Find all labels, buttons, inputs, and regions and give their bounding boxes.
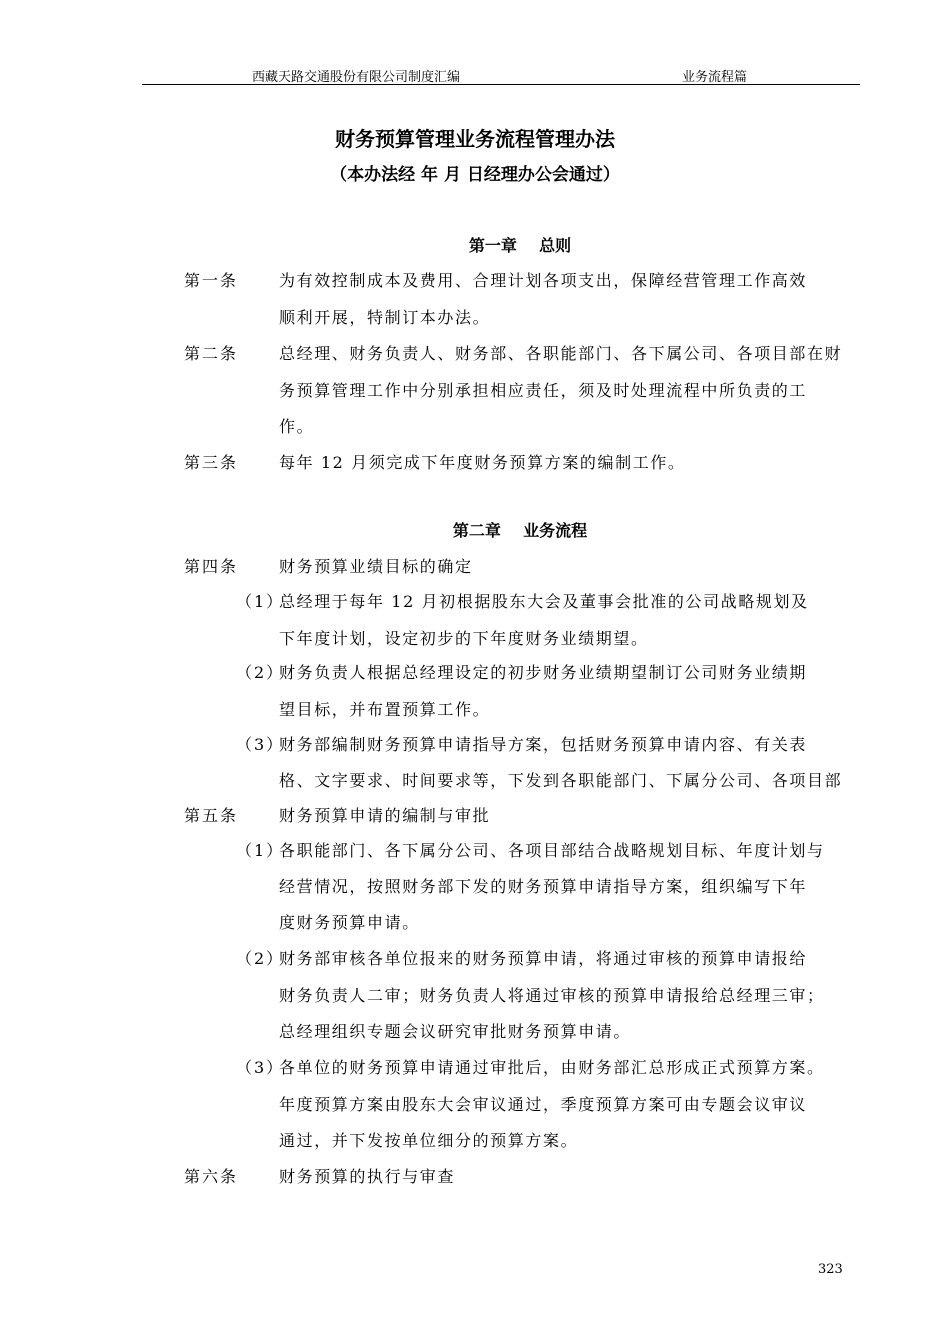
article-4-item-1-line: 总经理于每年 12 月初根据股东大会及董事会批准的公司战略规划及 [279, 592, 809, 611]
article-6-label: 第六条 [184, 1167, 239, 1186]
article-2-line: 作。 [279, 417, 315, 436]
article-5-item-1-line: 各职能部门、各下属分公司、各项目部结合战略规划目标、年度计划与 [279, 841, 825, 860]
header-company: 西藏天路交通股份有限公司制度汇编 [252, 70, 461, 85]
article-5-item-2-line: 财务部审核各单位报来的财务预算申请，将通过审核的预算申请报给 [279, 949, 808, 968]
document-subtitle: （本办法经 年 月 日经理办公会通过） [330, 165, 620, 185]
article-4-item-2-line: 财务负责人根据总经理设定的初步财务业绩期望制订公司财务业绩期 [279, 663, 808, 682]
chapter-2-heading: 第二章 业务流程 [452, 521, 588, 540]
article-1-label: 第一条 [184, 271, 239, 290]
article-5-item-3-line: 通过，并下发按单位细分的预算方案。 [279, 1131, 579, 1150]
article-5-item-2-line: 财务负责人二审；财务负责人将通过审核的预算申请报给总经理三审； [279, 986, 825, 1005]
article-5-item-2-number: （2） [236, 949, 285, 968]
article-6-title: 财务预算的执行与审查 [279, 1167, 456, 1186]
page-header [142, 64, 860, 85]
page-number: 323 [818, 1262, 843, 1277]
article-2-label: 第二条 [184, 344, 239, 363]
article-3-line: 每年 12 月须完成下年度财务预算方案的编制工作。 [279, 453, 686, 472]
article-2-line: 总经理、财务负责人、财务部、各职能部门、各下属公司、各项目部在财 [279, 344, 843, 363]
article-5-title: 财务预算申请的编制与审批 [279, 806, 491, 825]
article-4-item-2-number: （2） [236, 663, 285, 682]
article-5-item-3-number: （3） [236, 1058, 285, 1077]
article-4-item-1-number: （1） [236, 592, 285, 611]
article-5-item-2-line: 总经理组织专题会议研究审批财务预算申请。 [279, 1022, 632, 1041]
article-4-item-3-number: （3） [236, 735, 285, 754]
article-5-item-3-line: 年度预算方案由股东大会审议通过，季度预算方案可由专题会议审议 [279, 1095, 808, 1114]
article-5-item-1-line: 度财务预算申请。 [279, 913, 420, 932]
article-2-line: 务预算管理工作中分别承担相应责任，须及时处理流程中所负责的工 [279, 381, 808, 400]
article-4-item-2-line: 望目标，并布置预算工作。 [279, 700, 491, 719]
article-4-item-3-line: 格、文字要求、时间要求等，下发到各职能部门、下属分公司、各项目部 [279, 771, 843, 790]
article-5-item-1-line: 经营情况，按照财务部下发的财务预算申请指导方案，组织编写下年 [279, 877, 808, 896]
document-title: 财务预算管理业务流程管理办法 [335, 127, 615, 151]
article-4-item-1-line: 下年度计划，设定初步的下年度财务业绩期望。 [279, 629, 649, 648]
article-4-title: 财务预算业绩目标的确定 [279, 557, 473, 576]
chapter-1-heading: 第一章 总则 [468, 236, 572, 255]
article-5-label: 第五条 [184, 806, 239, 825]
article-5-item-1-number: （1） [236, 841, 285, 860]
article-3-label: 第三条 [184, 453, 239, 472]
article-5-item-3-line: 各单位的财务预算申请通过审批后，由财务部汇总形成正式预算方案。 [279, 1058, 825, 1077]
article-4-label: 第四条 [184, 557, 239, 576]
header-section: 业务流程篇 [682, 70, 748, 85]
article-1-line: 为有效控制成本及费用、合理计划各项支出，保障经营管理工作高效 [279, 271, 808, 290]
article-1-line: 顺利开展，特制订本办法。 [279, 308, 491, 327]
article-4-item-3-line: 财务部编制财务预算申请指导方案，包括财务预算申请内容、有关表 [279, 735, 808, 754]
